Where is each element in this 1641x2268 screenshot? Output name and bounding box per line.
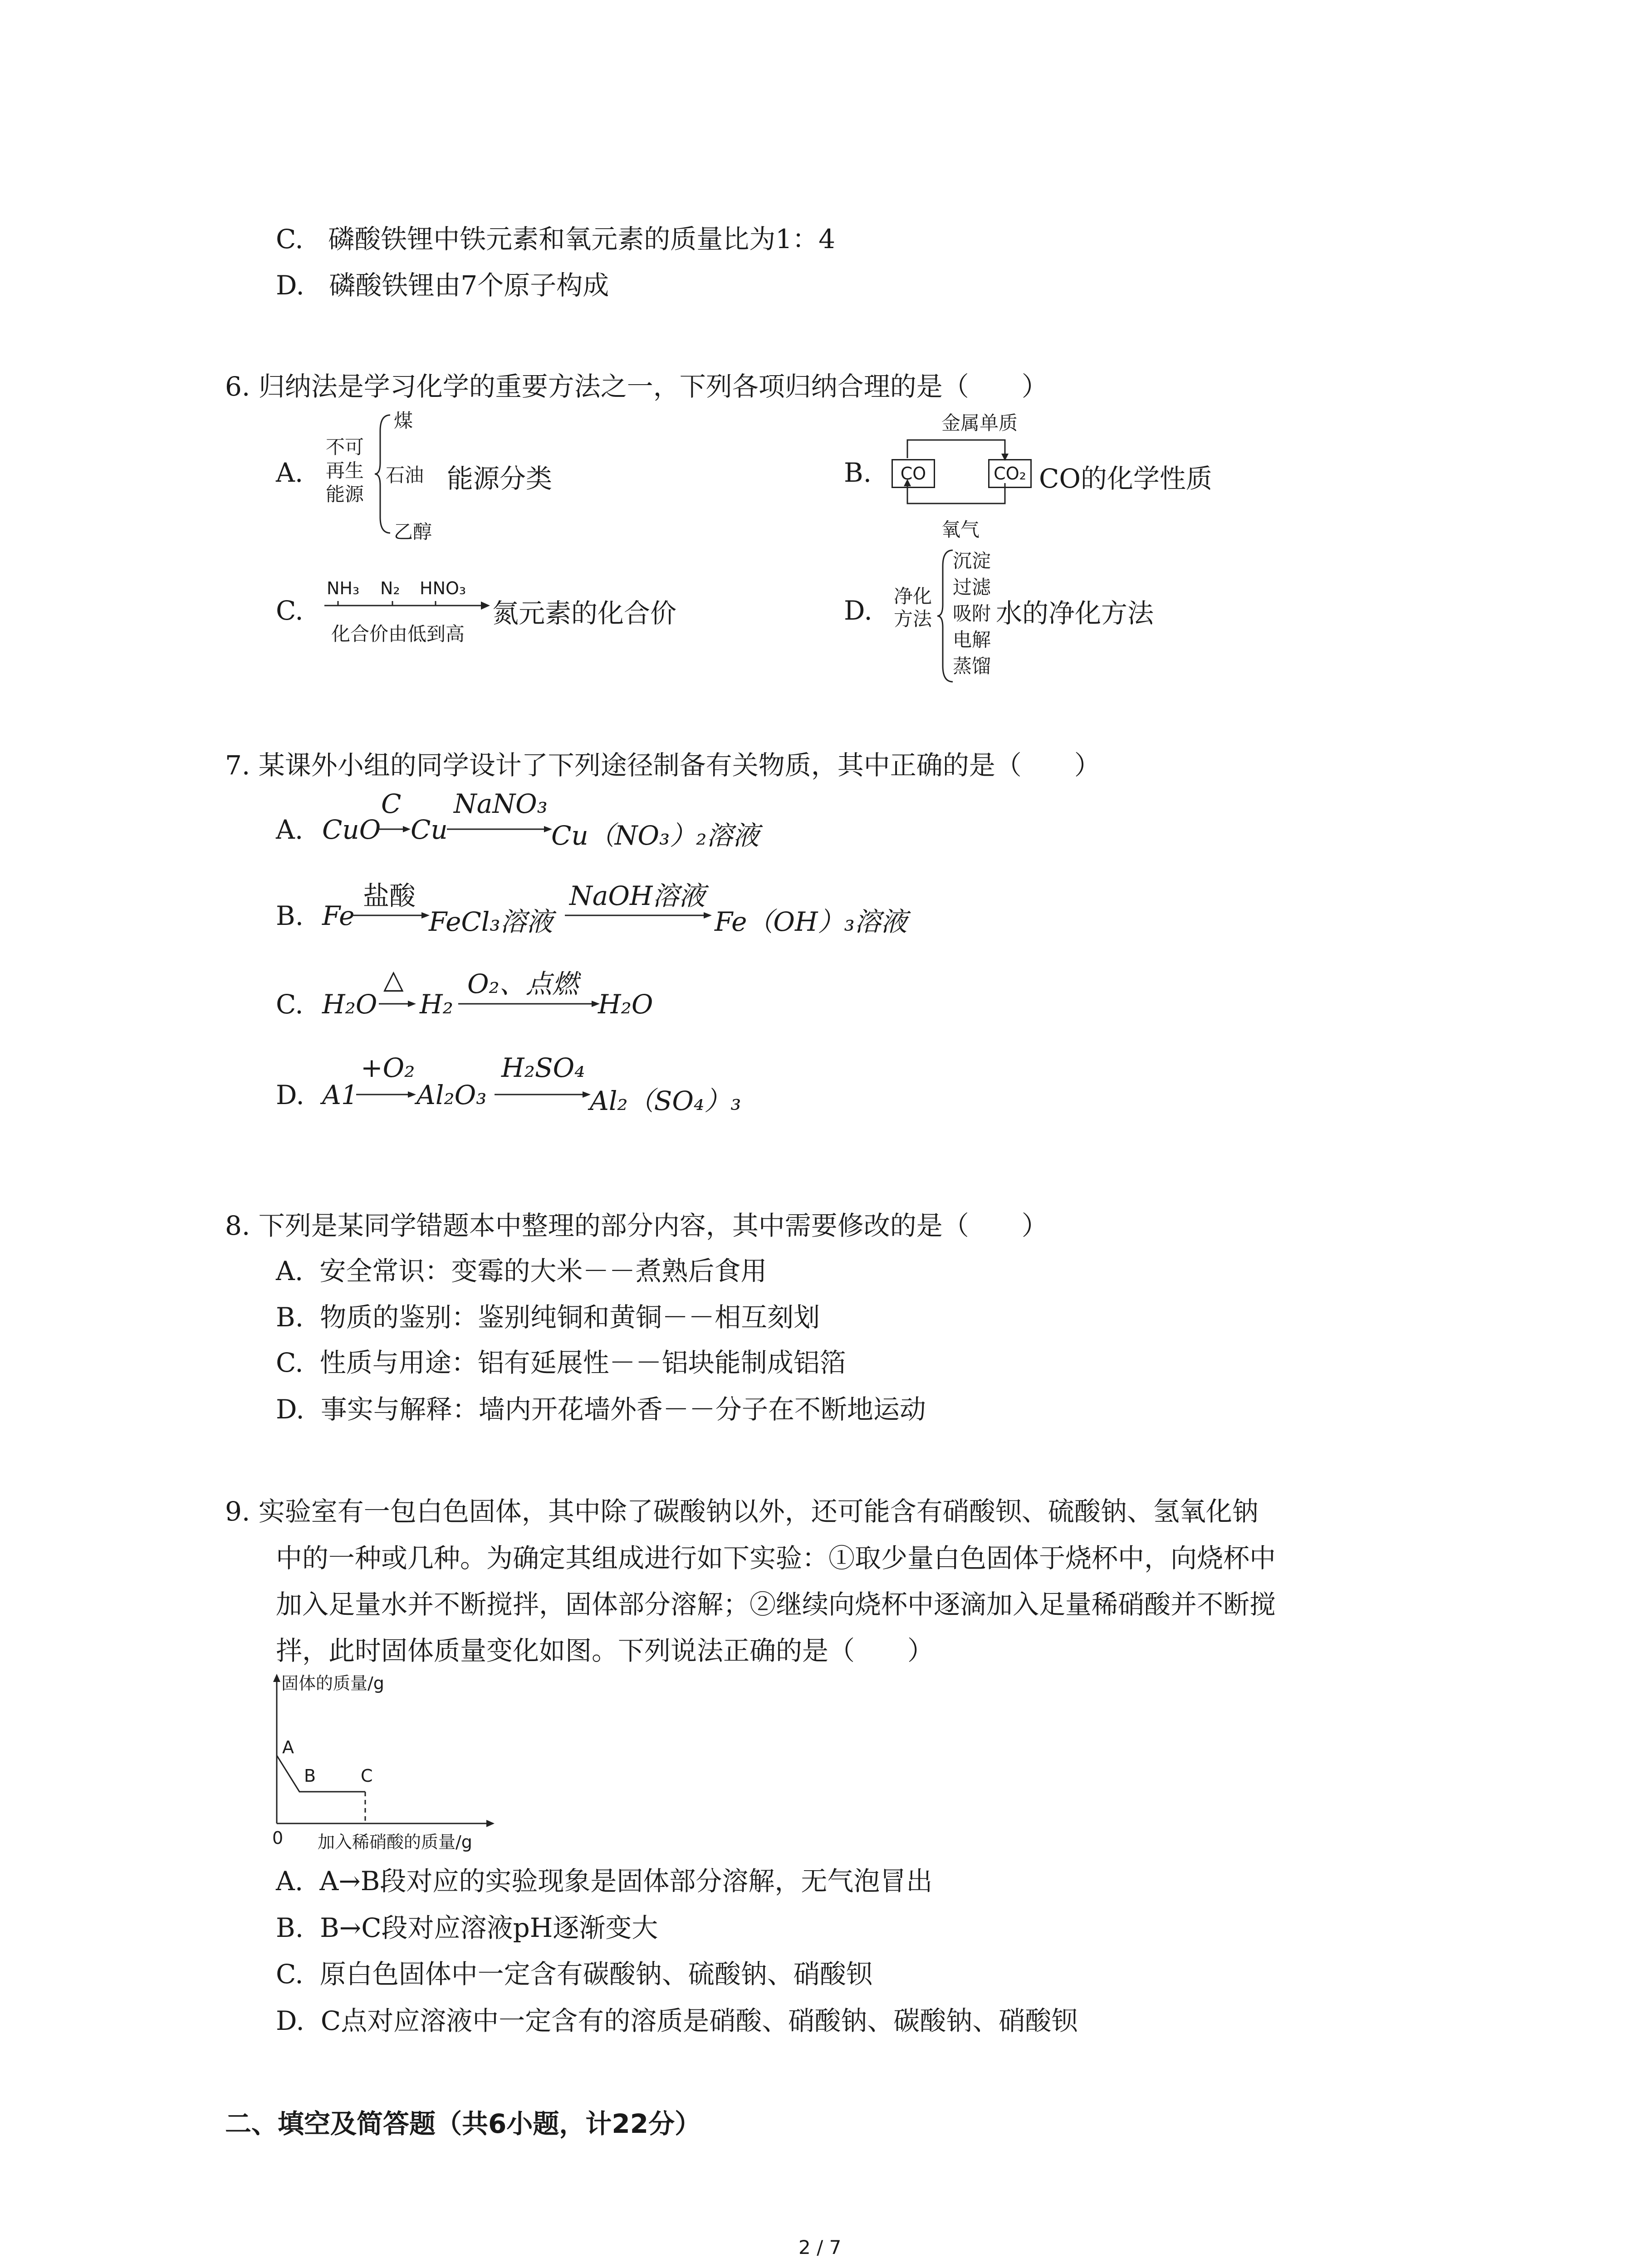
q7b-r1: 盐酸 — [363, 880, 416, 911]
q7a-s3: Cu（NO₃）₂溶液 — [551, 820, 759, 851]
q7d-s3: Al₂（SO₄）₃ — [590, 1085, 741, 1116]
q7d-s2: Al₂O₃ — [416, 1080, 487, 1110]
q6-option-d-letter: D. — [844, 595, 872, 626]
q7a-r1: C — [381, 788, 402, 819]
q6c-species: N₂ — [380, 578, 400, 598]
option-text: 磷酸铁锂中铁元素和氧元素的质量比为1：4 — [328, 224, 835, 254]
q9-x-label: 加入稀硝酸的质量/g — [318, 1832, 472, 1852]
q9-y-label: 固体的质量/g — [281, 1673, 384, 1693]
q7a-s2: Cu — [411, 814, 448, 845]
q8-stem: 8. 下列是某同学错题本中整理的部分内容，其中需要修改的是（ ） — [225, 1210, 1048, 1241]
q6d-items: 沉淀 过滤 吸附 电解 蒸馏 — [953, 550, 991, 677]
q7c-s3: H₂O — [598, 989, 653, 1020]
q7b-r2: NaOH溶液 — [569, 880, 705, 911]
q8-option-a: A. 安全常识：变霉的大米－－煮熟后食用 — [276, 1256, 767, 1286]
section-heading: 二、填空及简答题（共6小题，计22分） — [225, 2108, 701, 2139]
q9-stem-line: 9. 实验室有一包白色固体，其中除了碳酸钠以外，还可能含有硝酸钡、硫酸钠、氢氧化钠 — [225, 1496, 1259, 1527]
q6-option-a-letter: A. — [276, 457, 304, 488]
q6b-box-co: CO — [892, 459, 935, 488]
q9-option-d: D. C点对应溶液中一定含有的溶质是硝酸、硝酸钠、碳酸钠、硝酸钡 — [276, 2005, 1078, 2036]
q7b-s2: FeCl₃溶液 — [429, 906, 553, 937]
q9-stem-line: 加入足量水并不断搅拌，固体部分溶解；②继续向烧杯中逐滴加入足量稀硝酸并不断搅 — [276, 1589, 1276, 1620]
q8-option-c: C. 性质与用途：铝有延展性－－铝块能制成铝箔 — [276, 1347, 846, 1378]
q6c-axis-arrow — [324, 599, 497, 617]
q6a-item: 石油 — [386, 464, 424, 486]
q6b-box-co2: CO₂ — [988, 459, 1032, 488]
q6-stem: 6. 归纳法是学习化学的重要方法之一，下列各项归纳合理的是（ ） — [225, 371, 1048, 402]
q7-option-b-letter: B. — [276, 900, 304, 931]
q7b-s3: Fe（OH）₃溶液 — [715, 906, 907, 937]
q7-option-d-letter: D. — [276, 1080, 304, 1110]
q7a-arrow1 — [377, 825, 413, 834]
q6c-species: NH₃ — [327, 578, 360, 598]
q7d-r1: +O₂ — [361, 1052, 415, 1083]
q7d-s1: A1 — [322, 1080, 358, 1110]
q7c-r1: △ — [383, 964, 404, 995]
q6b-caption: CO的化学性质 — [1039, 463, 1212, 494]
q7d-r2: H₂SO₄ — [501, 1052, 585, 1083]
q7b-s1: Fe — [322, 900, 355, 931]
q7a-s1: CuO — [322, 814, 381, 845]
q7c-s1: H₂O — [322, 989, 377, 1020]
q5-option-c — [276, 218, 835, 256]
q7d-arrow1 — [356, 1090, 420, 1099]
q7-option-a-letter: A. — [276, 814, 304, 845]
q7c-s2: H₂ — [420, 989, 453, 1020]
q7-stem: 7. 某课外小组的同学设计了下列途径制备有关物质，其中正确的是（ ） — [225, 750, 1101, 781]
q7-option-c-letter: C. — [276, 989, 304, 1020]
q9-point-c: C — [361, 1766, 373, 1786]
q9-point-b: B — [304, 1766, 316, 1786]
q7b-arrow2 — [565, 911, 715, 920]
q7c-r2: O₂、点燃 — [467, 968, 578, 999]
q6b-top-label: 金属单质 — [941, 412, 1018, 434]
q6d-caption: 水的净化方法 — [996, 598, 1154, 629]
q9-option-b: B. B→C段对应溶液pH逐渐变大 — [276, 1912, 658, 1943]
q9-origin: 0 — [272, 1828, 284, 1848]
q6-option-b-letter: B. — [844, 457, 872, 488]
q9-option-a: A. A→B段对应的实验现象是固体部分溶解，无气泡冒出 — [276, 1866, 933, 1897]
q9-stem-line: 中的一种或几种。为确定其组成进行如下实验：①取少量白色固体于烧杯中，向烧杯中 — [276, 1543, 1276, 1574]
q7b-arrow1 — [352, 911, 433, 920]
q9-point-a: A — [282, 1737, 294, 1757]
option-text: 磷酸铁锂由7个原子构成 — [329, 270, 609, 301]
q8-option-d: D. 事实与解释：墙内开花墙外香－－分子在不断地运动 — [276, 1394, 926, 1425]
q6c-axis-label: 化合价由低到高 — [331, 623, 465, 645]
q6b-bottom-label: 氧气 — [941, 518, 980, 541]
page-number: 2 / 7 — [798, 2236, 842, 2258]
option-letter: D. — [276, 270, 304, 301]
q7c-arrow2 — [458, 999, 603, 1008]
q7c-arrow1 — [379, 999, 420, 1008]
q6a-caption: 能源分类 — [447, 463, 553, 494]
q9-stem-line: 拌，此时固体质量变化如图。下列说法正确的是（ ） — [276, 1635, 934, 1666]
q6a-item: 乙醇 — [394, 521, 432, 543]
q6a-item: 煤 — [394, 410, 413, 432]
q8-option-b: B. 物质的鉴别：鉴别纯铜和黄铜－－相互刻划 — [276, 1302, 820, 1333]
q9-graph — [263, 1674, 517, 1846]
q6-option-c-letter: C. — [276, 595, 304, 626]
q7d-arrow2 — [495, 1090, 594, 1099]
q6d-group-label: 净化 方法 — [894, 585, 932, 630]
q6c-caption: 氮元素的化合价 — [492, 598, 677, 629]
q6a-group-label: 不可 再生 能源 — [326, 436, 364, 505]
q6c-species: HNO₃ — [420, 578, 466, 598]
q9-option-c: C. 原白色固体中一定含有碳酸钠、硫酸钠、硝酸钡 — [276, 1959, 872, 1989]
option-letter: C. — [276, 224, 304, 254]
q7a-r2: NaNO₃ — [454, 788, 548, 819]
q7a-arrow2 — [447, 825, 556, 834]
q5-option-d — [276, 264, 609, 302]
